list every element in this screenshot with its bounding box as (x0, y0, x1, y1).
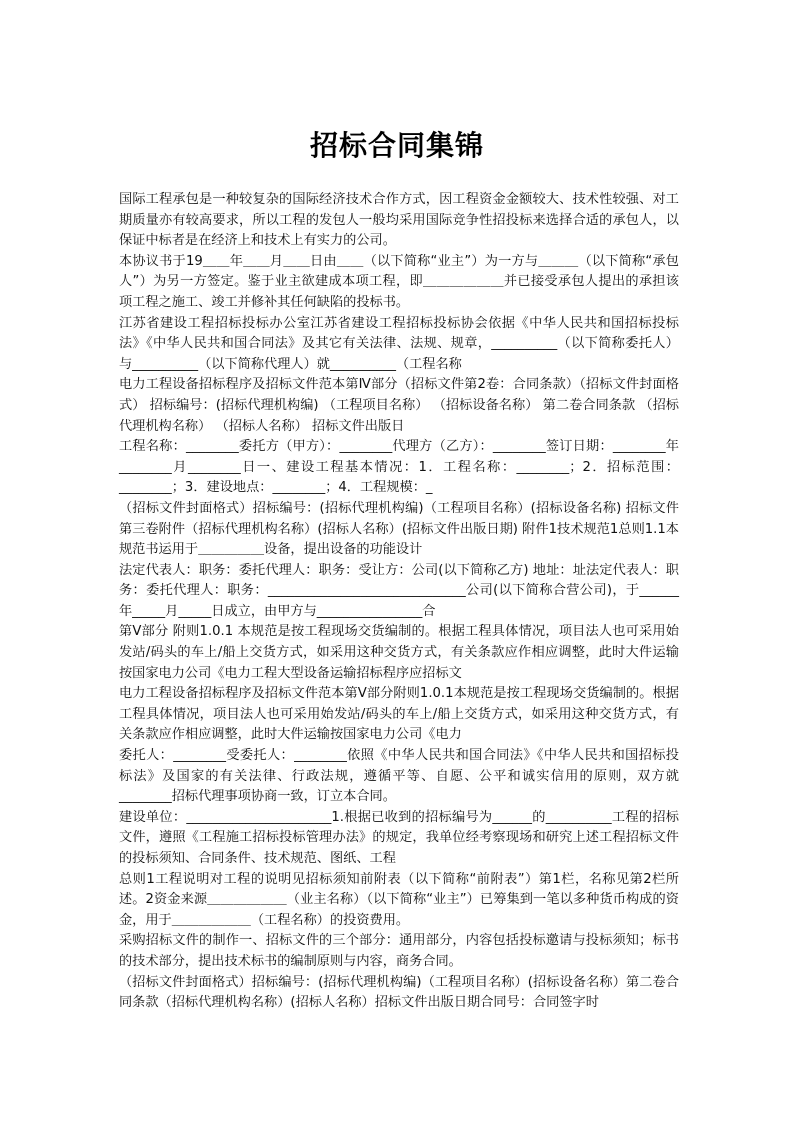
paragraph-8: 第Ⅴ部分 附则1.0.1 本规范是按工程现场交货编制的。根据工程具体情况，项目法人也可采用始发站/码头的车上/船上交货方式，如采用这种交货方式，有关条款应作相应调整，此时大件运输按国家电力公司《电力工程大型设备运输招标程序应招标文 (119, 624, 679, 681)
paragraph-11: 建设单位：______________________1.根据已收到的招标编号为______的__________工程的招标文件，遵照《工程施工招标投标管理办法》的规定，我单位经考察现场和研究上述工程招标文件的投标须知、合同条件、技术规范、图纸、工程 (119, 809, 679, 866)
document-title: 招标合同集锦 (309, 129, 484, 162)
paragraph-9: 电力工程设备招标程序及招标文件范本第Ⅴ部分附则1.0.1本规范是按工程现场交货编制的。根据工程具体情况，项目法人也可采用始发站/码头的车上/船上交货方式，如采用这种交货方式，有关条款应作相应调整，此时大件运输按国家电力公司《电力 (119, 686, 679, 743)
paragraph-7: 法定代表人：职务：委托代理人：职务：受让方：公司(以下简称乙方) 地址：址法定代表人：职务：委托代理人：职务：______________________________公司(以下简称合营公司)，于______年_____月_____日成立，由甲方与________________合 (119, 562, 679, 619)
paragraph-3: 江苏省建设工程招标投标办公室江苏省建设工程招标投标协会依据《中华人民共和国招标投标法》《中华人民共和国合同法》及其它有关法律、法规、规章，__________（以下简称委托人）与__________（以下简称代理人）就__________（工程名称 (119, 315, 679, 372)
paragraph-10: 委托人：________受委托人：________依照《中华人民共和国合同法》《中华人民共和国招标投标法》及国家的有关法律、行政法规，遵循平等、自愿、公平和诚实信用的原则，双方就________招标代理事项协商一致，订立本合同。 (119, 748, 679, 805)
paragraph-1: 国际工程承包是一种较复杂的国际经济技术合作方式，因工程资金金额较大、技术性较强、对工期质量亦有较高要求，所以工程的发包人一般均采用国际竞争性招投标来选择合适的承包人，以保证中标者是在经济上和技术上有实力的公司。 (119, 192, 679, 249)
paragraph-2: 本协议书于19＿＿年＿＿月＿＿日由＿＿（以下简称“业主”）为一方与＿＿＿（以下简称“承包人”）为另一方签定。鉴于业主欲建成本项工程，即＿＿＿＿＿＿并已接受承包人提出的承担该项工程之施工、竣工并修补其任何缺陷的投标书。 (119, 253, 679, 310)
paragraph-12: 总则1工程说明对工程的说明见招标须知前附表（以下简称“前附表”）第1栏，名称见第2栏所述。2资金来源＿＿＿＿＿＿（业主名称）（以下简称“业主”）已筹集到一笔以多种货币构成的资金，用于＿＿＿＿＿＿（工程名称）的投资费用。 (119, 871, 679, 928)
paragraph-14: （招标文件封面格式）招标编号：(招标代理机构编)（工程项目名称）(招标设备名称）第二卷合同条款（招标代理机构名称）(招标人名称）招标文件出版日期合同号：合同签字时 (119, 974, 679, 1011)
document-body (119, 190, 679, 1014)
paragraph-13: 采购招标文件的制作一、招标文件的三个部分：通用部分，内容包括投标邀请与投标须知；标书的技术部分，提出技术标书的编制原则与内容，商务合同。 (119, 933, 679, 969)
paragraph-5: 工程名称：________委托方（甲方）：________代理方（乙方）：________签订日期：________年________月________日一、建设工程基本情况：1．工程名称：________；2．招标范围：________；3．建设地点：________；4．工程规模：_ (119, 439, 679, 496)
paragraph-6: （招标文件封面格式）招标编号：(招标代理机构编)（工程项目名称）(招标设备名称) 招标文件第三卷附件（招标代理机构名称）(招标人名称）(招标文件出版日期) 附件1技术规范1总则1.1本规范书运用于＿＿＿＿＿设备，提出设备的功能设计 (119, 500, 679, 558)
paragraph-4: 电力工程设备招标程序及招标文件范本第Ⅳ部分（招标文件第2卷：合同条款）（招标文件封面格式） 招标编号：(招标代理机构编) （工程项目名称） （招标设备名称） 第二卷合同条款 （招标代理机构名称） （招标人名称） 招标文件出版日 (119, 377, 679, 434)
